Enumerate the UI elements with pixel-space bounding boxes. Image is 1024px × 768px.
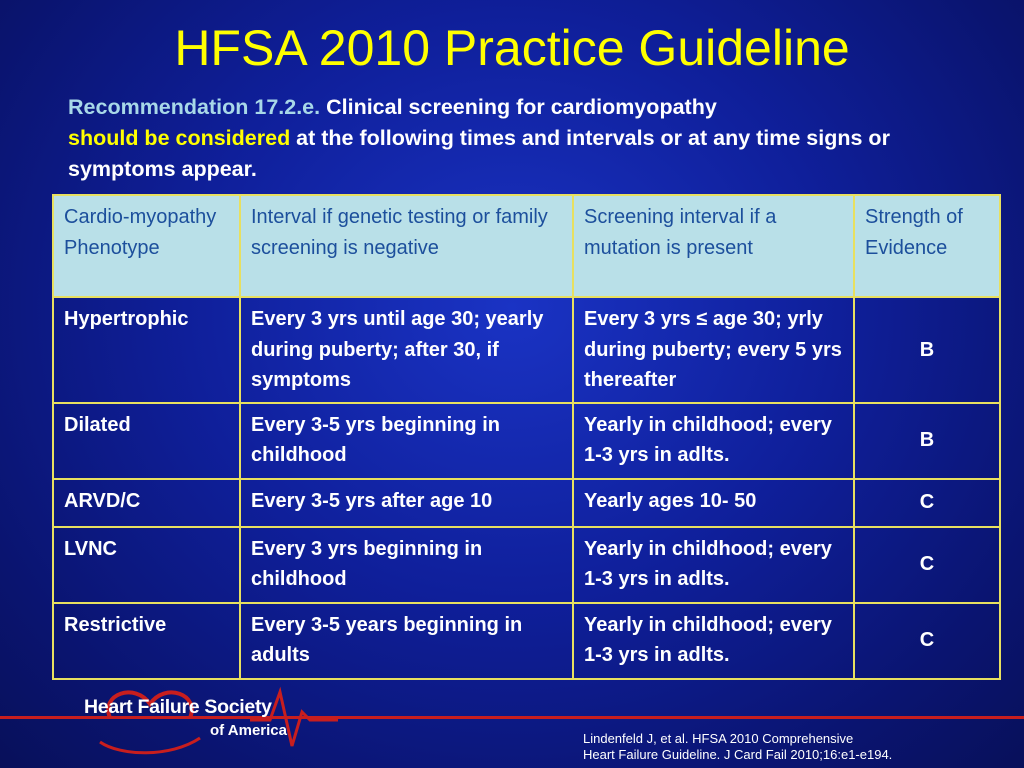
cell-evidence: C bbox=[854, 603, 1000, 679]
citation bbox=[583, 731, 892, 763]
logo-line2: of America bbox=[210, 722, 287, 739]
citation-line2: Heart Failure Guideline. J Card Fail 2010;16:e1-e194. bbox=[583, 747, 893, 762]
cell-phenotype: ARVD/C bbox=[53, 479, 240, 527]
cell-phenotype: Dilated bbox=[53, 403, 240, 479]
screening-table bbox=[52, 194, 1001, 680]
cell-evidence: B bbox=[854, 403, 1000, 479]
cell-evidence: B bbox=[854, 297, 1000, 403]
cell-phenotype: Restrictive bbox=[53, 603, 240, 679]
cell-interval-negative: Every 3-5 yrs beginning in childhood bbox=[240, 403, 573, 479]
hfsa-logo bbox=[80, 682, 340, 762]
cell-evidence: C bbox=[854, 479, 1000, 527]
recommendation-label: Recommendation 17.2.e. bbox=[68, 95, 321, 119]
cell-evidence: C bbox=[854, 527, 1000, 603]
cell-interval-mutation: Yearly in childhood; every 1-3 yrs in adlts. bbox=[573, 603, 854, 679]
cell-interval-mutation: Every 3 yrs ≤ age 30; yrly during puberty; every 5 yrs thereafter bbox=[573, 297, 854, 403]
cell-interval-mutation: Yearly in childhood; every 1-3 yrs in adlts. bbox=[573, 527, 854, 603]
header-interval-negative: Interval if genetic testing or family screening is negative bbox=[240, 195, 573, 297]
cell-interval-negative: Every 3-5 years beginning in adults bbox=[240, 603, 573, 679]
cell-interval-mutation: Yearly ages 10- 50 bbox=[573, 479, 854, 527]
recommendation-highlight: should be considered bbox=[68, 126, 291, 150]
cell-interval-negative: Every 3 yrs until age 30; yearly during puberty; after 30, if symptoms bbox=[240, 297, 573, 403]
table-row bbox=[53, 403, 1000, 479]
slide-title: HFSA 2010 Practice Guideline bbox=[174, 20, 850, 76]
citation-line1: Lindenfeld J, et al. HFSA 2010 Comprehensive bbox=[583, 731, 854, 746]
logo-line1: Heart Failure Society bbox=[84, 696, 272, 718]
recommendation-part1: Clinical screening for cardiomyopathy bbox=[320, 95, 717, 119]
header-evidence: Strength of Evidence bbox=[854, 195, 1000, 297]
recommendation-text bbox=[68, 92, 968, 185]
cell-interval-mutation: Yearly in childhood; every 1-3 yrs in adlts. bbox=[573, 403, 854, 479]
table-row bbox=[53, 527, 1000, 603]
cell-phenotype: Hypertrophic bbox=[53, 297, 240, 403]
header-phenotype: Cardio-myopathy Phenotype bbox=[53, 195, 240, 297]
table-row bbox=[53, 479, 1000, 527]
table-row bbox=[53, 603, 1000, 679]
cell-interval-negative: Every 3-5 yrs after age 10 bbox=[240, 479, 573, 527]
header-interval-mutation: Screening interval if a mutation is present bbox=[573, 195, 854, 297]
recommendation-part2: at the following times and intervals or at any time signs or symptoms appear. bbox=[68, 126, 890, 181]
cell-interval-negative: Every 3 yrs beginning in childhood bbox=[240, 527, 573, 603]
table-row bbox=[53, 297, 1000, 403]
table-header-row bbox=[53, 195, 1000, 297]
cell-phenotype: LVNC bbox=[53, 527, 240, 603]
